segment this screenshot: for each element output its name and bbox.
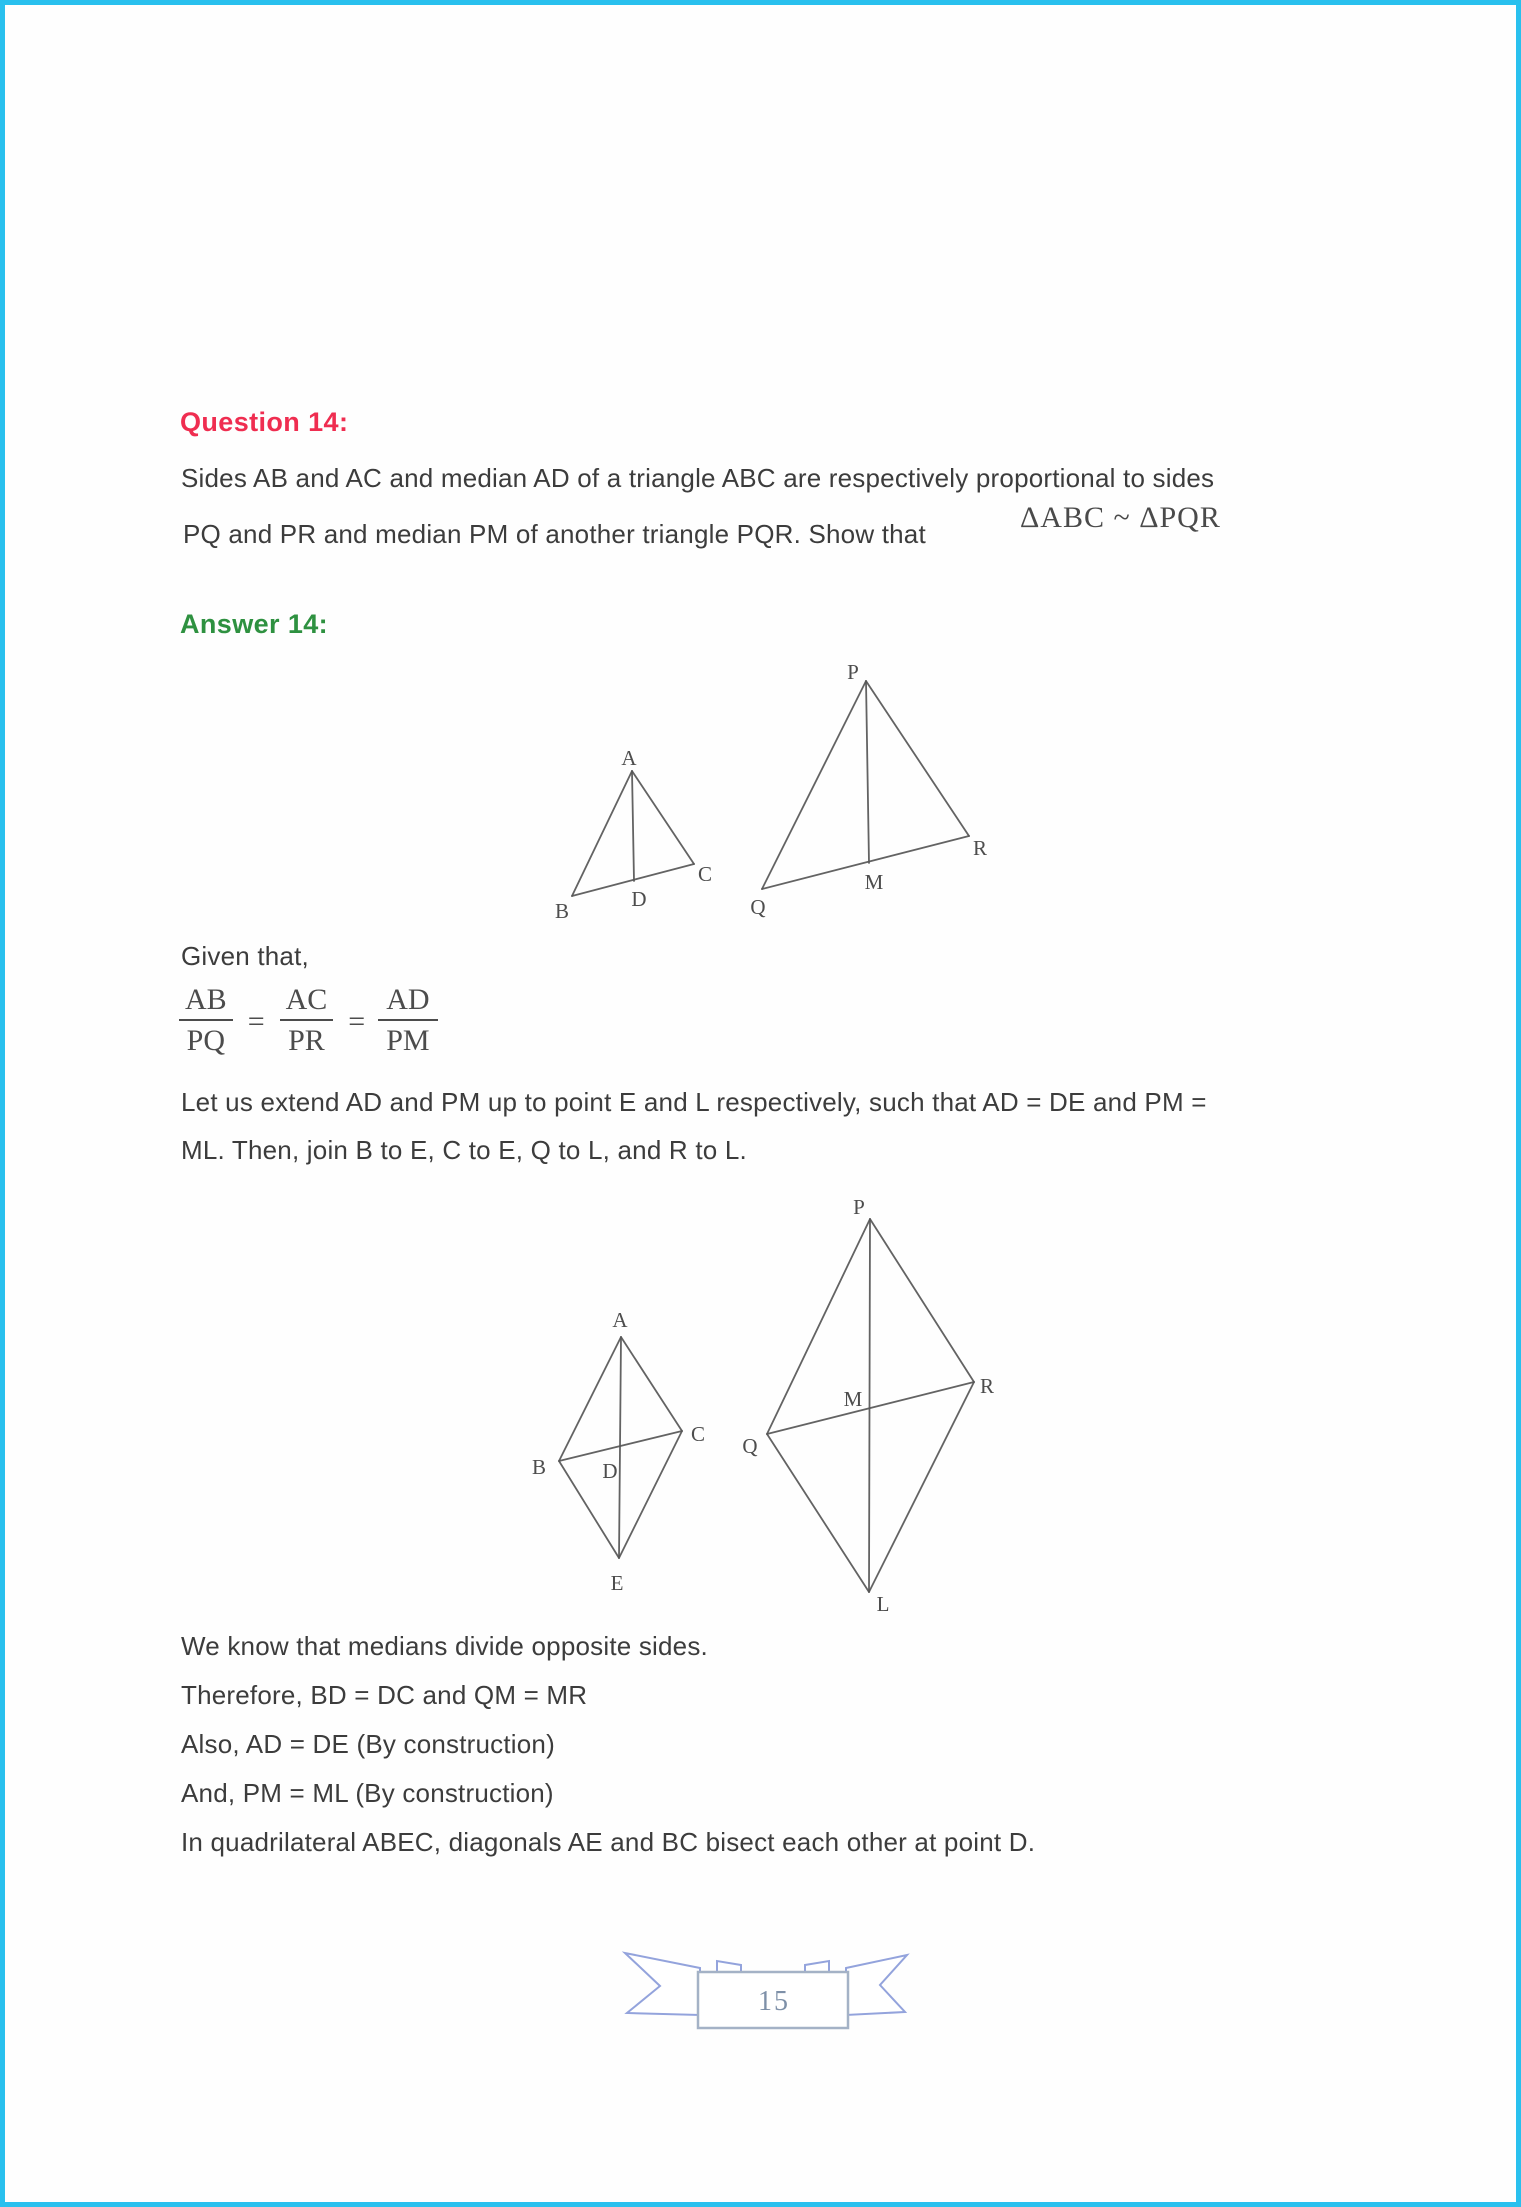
vertex-label-c: C bbox=[697, 862, 713, 886]
vertex-label-r: R bbox=[972, 836, 988, 860]
fraction-ad-pm: $\frac{AD}{PM}$ bbox=[378, 983, 437, 1057]
page-number-ribbon bbox=[605, 1940, 935, 2050]
vertex-label-p: P bbox=[853, 1195, 865, 1219]
given-label: Given that, bbox=[181, 941, 309, 971]
vertex-label-b: B bbox=[531, 1455, 547, 1479]
proportion-equation bbox=[177, 983, 438, 1057]
vertex-label-e: E bbox=[610, 1571, 624, 1595]
construction-text-line1: Let us extend AD and PM up to point E and L respectively, such that AD = DE and PM = bbox=[181, 1087, 1207, 1117]
ribbon-left-wing bbox=[625, 1953, 700, 2015]
vertex-label-d: D bbox=[602, 1459, 618, 1483]
equals-sign: = bbox=[348, 1005, 366, 1038]
page-number: 15 bbox=[758, 1986, 790, 2017]
vertex-label-p: P bbox=[847, 660, 859, 684]
question-heading: Question 14: bbox=[180, 407, 349, 437]
answer-heading: Answer 14: bbox=[180, 609, 329, 639]
equals-sign: = bbox=[247, 1005, 265, 1038]
similarity-formula: ΔABC ~ ΔPQR bbox=[1020, 501, 1221, 534]
question-text-line2: PQ and PR and median PM of another triangle PQR. Show that bbox=[183, 519, 926, 549]
statement-line: In quadrilateral ABEC, diagonals AE and BC bisect each other at point D. bbox=[181, 1827, 1036, 1857]
vertex-label-m: M bbox=[843, 1387, 863, 1411]
construction-text-line2: ML. Then, join B to E, C to E, Q to L, and R to L. bbox=[181, 1135, 747, 1165]
statement-line: And, PM = ML (By construction) bbox=[181, 1778, 554, 1808]
vertex-label-d: D bbox=[631, 887, 647, 911]
vertex-label-b: B bbox=[554, 899, 570, 923]
vertex-label-l: L bbox=[876, 1592, 890, 1616]
statement-line: Also, AD = DE (By construction) bbox=[181, 1729, 555, 1759]
vertex-label-c: C bbox=[690, 1422, 706, 1446]
vertex-label-m: M bbox=[864, 870, 884, 894]
figure-triangles-with-medians bbox=[525, 645, 1025, 945]
figure-quadrilaterals-with-diagonals bbox=[505, 1190, 1025, 1630]
fraction-ab-pq: $\frac{AB}{PQ}$ bbox=[177, 983, 235, 1057]
statement-line: Therefore, BD = DC and QM = MR bbox=[181, 1680, 588, 1710]
ribbon-right-wing bbox=[846, 1955, 907, 2015]
vertex-label-a: A bbox=[612, 1308, 628, 1332]
vertex-label-q: Q bbox=[742, 1434, 758, 1458]
vertex-label-a: A bbox=[621, 746, 637, 770]
fraction-ac-pr: $\frac{AC}{PR}$ bbox=[278, 983, 336, 1057]
statement-line: We know that medians divide opposite sides. bbox=[181, 1631, 708, 1661]
vertex-label-r: R bbox=[979, 1374, 995, 1398]
question-text-line1: Sides AB and AC and median AD of a triangle ABC are respectively proportional to sides bbox=[181, 463, 1215, 493]
vertex-label-q: Q bbox=[750, 895, 766, 919]
